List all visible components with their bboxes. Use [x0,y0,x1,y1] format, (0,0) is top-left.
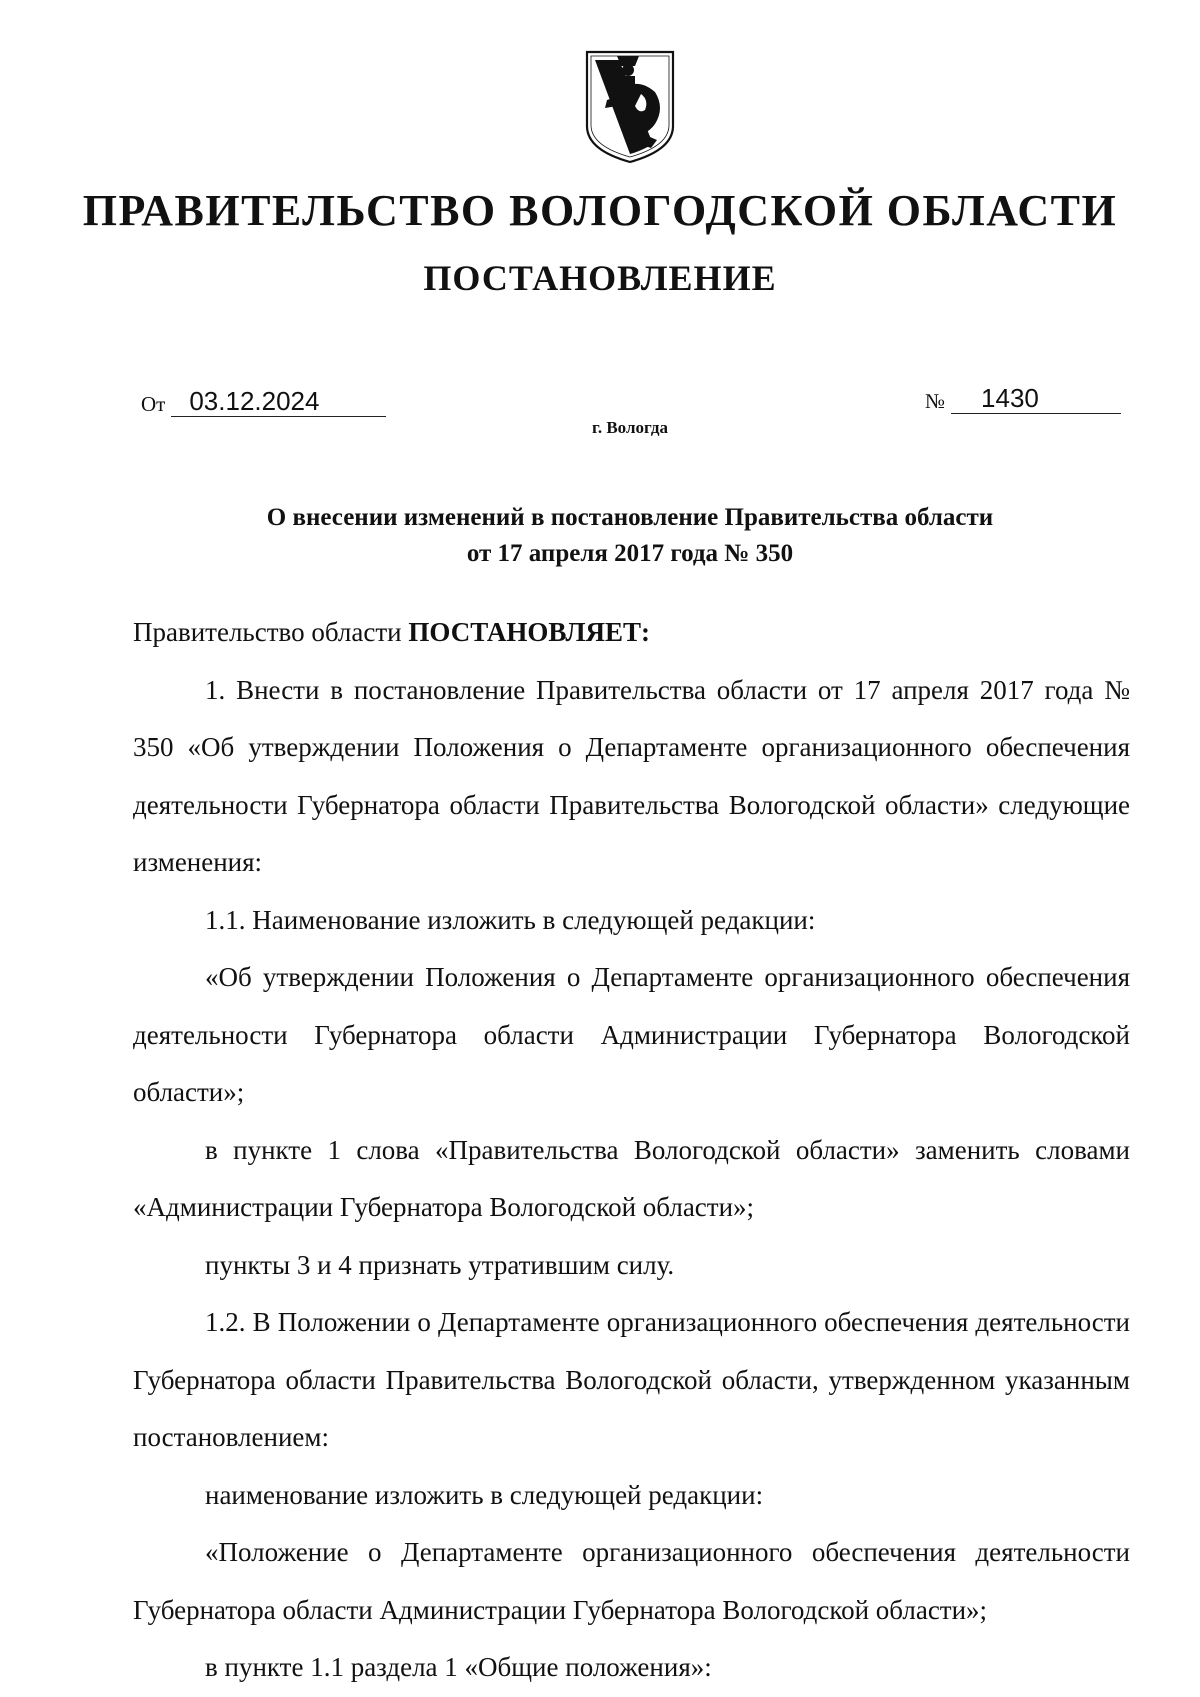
paragraph-name-change: наименование изложить в следующей редакции: [205,1479,764,1510]
document-subject [180,500,1080,572]
preamble [133,604,1130,662]
paragraph-points-3-4: пункты 3 и 4 признать утратившим силу. [205,1249,675,1280]
number-line [925,383,1121,414]
document-body [133,604,1130,1697]
government-title: ПРАВИТЕЛЬСТВО ВОЛОГОДСКОЙ ОБЛАСТИ [82,186,1118,235]
city-label: г. Вологда [592,418,668,437]
paragraph-new-title: «Об утверждении Положения о Департаменте организационного обеспечения деятельности Губернатора области Администрации Губернатора Вологодской области»; [133,962,1130,1107]
preamble-resolution: ПОСТАНОВЛЯЕТ: [408,617,650,647]
document-date: 03.12.2024 [171,386,386,417]
paragraph-1-2: 1.2. В Положении о Департаменте организационного обеспечения деятельности Губернатора области Правительства Вологодской области, утвержденном указанным постановлением: [133,1307,1130,1452]
document-type-title: ПОСТАНОВЛЕНИЕ [423,258,777,298]
paragraph-1: 1. Внести в постановление Правительства области от 17 апреля 2017 года № 350 «Об утверждении Положения о Департаменте организационного обеспечения деятельности Губернатора области Правительства Вологодской области» следующие изменения: [133,674,1130,877]
paragraph-section-1-1: в пункте 1.1 раздела 1 «Общие положения»: [205,1652,712,1682]
document-number: 1430 [951,383,1121,414]
paragraph-1-1: 1.1. Наименование изложить в следующей редакции: [205,904,816,935]
vologda-coat-of-arms-icon [583,48,677,166]
date-prefix: От [141,392,166,416]
paragraph-point-1-change: в пункте 1 слова «Правительства Вологодской области» заменить словами «Администрации Губернатора Вологодской области»; [133,1134,1130,1222]
subject-line-2: от 17 апреля 2017 года № 350 [466,540,794,567]
subject-line-1: О внесении изменений в постановление Правительства области [266,504,994,531]
number-prefix: № [925,389,946,413]
date-line [141,386,386,417]
paragraph-new-regulation-title: «Положение о Департаменте организационного обеспечения деятельности Губернатора области Администрации Губернатора Вологодской области»; [133,1537,1130,1625]
preamble-text: Правительство области [133,617,409,647]
